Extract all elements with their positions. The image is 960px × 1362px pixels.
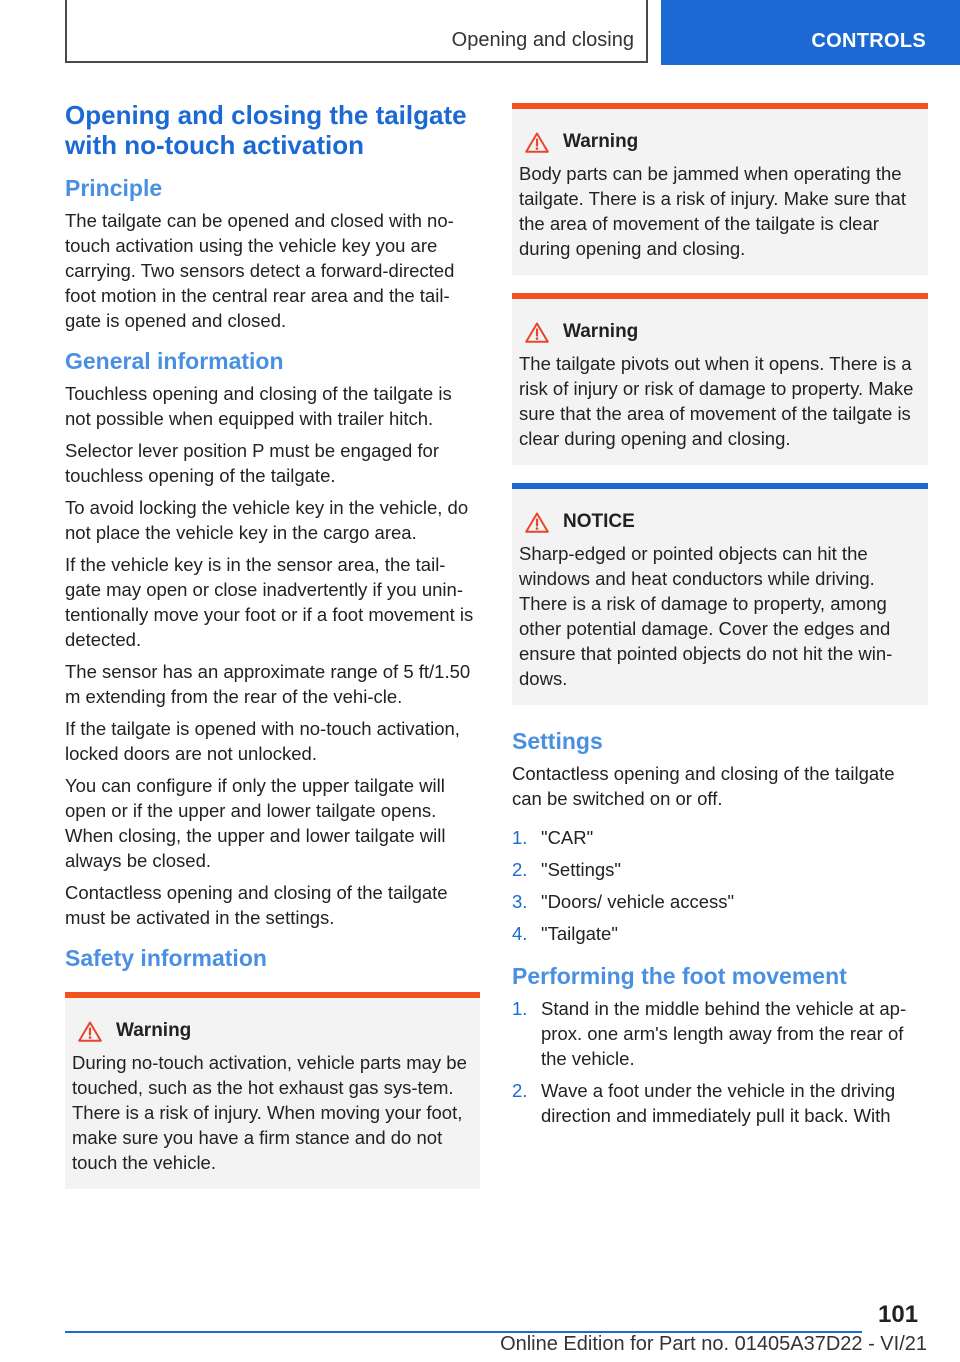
header-chapter-title: CONTROLS — [811, 30, 926, 52]
notice-box — [512, 483, 928, 705]
warning-box-jammed — [512, 103, 928, 275]
right-column — [512, 103, 928, 1136]
warning-title: Warning — [563, 321, 639, 342]
warning-title: Warning — [563, 131, 639, 152]
foot-movement-heading: Performing the foot movement — [512, 963, 847, 989]
header-section-box — [65, 0, 648, 63]
header-section-title: Opening and closing — [451, 29, 634, 51]
list-item: 2. Wave a foot under the vehicle in the driving direction and immediately pull it back. With — [512, 1080, 896, 1126]
general-info-paragraph: You can configure if only the upper tailgate will open or if the upper and lower tailgate opens. When closing, the upper and lower tailgate will always be closed. — [65, 775, 446, 871]
warning-triangle-icon — [525, 322, 549, 343]
safety-warning-box — [65, 992, 480, 1189]
warning-text: Body parts can be jammed when operating the tailgate. There is a risk of injury. Make sure that the area of movement of the tailgate is clear during opening and closing. — [519, 163, 906, 259]
list-item: 2. "Settings" — [512, 859, 621, 880]
safety-info-heading: Safety information — [65, 945, 267, 971]
list-item: 3. "Doors/ vehicle access" — [512, 891, 735, 912]
notice-triangle-icon — [525, 512, 549, 533]
general-info-paragraph: If the tailgate is opened with no-touch activation, locked doors are not unlocked. — [65, 718, 460, 764]
settings-text: Contactless opening and closing of the tailgate can be switched on or off. — [512, 763, 895, 809]
principle-text: The tailgate can be opened and closed with no-touch activation using the vehicle key you are carrying. Two sensors detect a forward-directed foot motion in the central rear area and the tail-gate is opened and closed. — [65, 210, 455, 331]
list-item: 1. Stand in the middle behind the vehicle at ap-prox. one arm's length away from the rear of the vehicle. — [512, 998, 907, 1069]
left-column — [65, 100, 480, 1207]
general-info-paragraph: If the vehicle key is in the sensor area, the tail-gate may open or close inadvertently if you unin-tentionally move your foot or if a foot movement is detected. — [65, 554, 474, 650]
list-item: 4. "Tailgate" — [512, 923, 618, 944]
settings-steps-list — [512, 825, 928, 946]
warning-text: The tailgate pivots out when it opens. There is a risk of injury or risk of damage to property. Make sure that the area of movement of the tailgate is clear during opening and closing. — [519, 353, 914, 449]
general-info-paragraph: Contactless opening and closing of the tailgate must be activated in the settings. — [65, 882, 448, 928]
safety-warning-title: Warning — [116, 1020, 192, 1041]
list-item: 1. "CAR" — [512, 827, 594, 848]
header-chapter-tab — [661, 0, 960, 65]
page-title: Opening and closing the tailgate with no-touch activation — [65, 100, 467, 160]
footer-edition: Online Edition for Part no. 01405A37D22 - VI/21 — [500, 1333, 927, 1355]
notice-text: Sharp-edged or pointed objects can hit the windows and heat conductors while driving. There is a risk of damage to property, among other potential damage. Cover the edges and ensure that pointed objects do not hit the win-dows. — [519, 543, 893, 689]
warning-triangle-icon — [78, 1021, 102, 1042]
general-info-heading: General information — [65, 348, 284, 374]
general-info-paragraph: Touchless opening and closing of the tailgate is not possible when equipped with trailer hitch. — [65, 383, 452, 429]
notice-title: NOTICE — [563, 511, 635, 532]
warning-triangle-icon — [525, 132, 549, 153]
foot-movement-steps-list — [512, 996, 928, 1128]
general-info-paragraph: To avoid locking the vehicle key in the vehicle, do not place the vehicle key in the cargo area. — [65, 497, 469, 543]
warning-box-pivot — [512, 293, 928, 465]
principle-heading: Principle — [65, 175, 163, 201]
page-number: 101 — [878, 1301, 919, 1328]
settings-heading: Settings — [512, 728, 603, 754]
general-info-paragraph: The sensor has an approximate range of 5 ft/1.50 m extending from the rear of the vehi-cle. — [65, 661, 471, 707]
general-info-paragraph: Selector lever position P must be engaged for touchless opening of the tailgate. — [65, 440, 439, 486]
safety-warning-text: During no-touch activation, vehicle parts may be touched, such as the hot exhaust gas sys-tem. There is a risk of injury. When moving your foot, make sure you have a firm stance and do not touch the vehicle. — [72, 1052, 467, 1173]
